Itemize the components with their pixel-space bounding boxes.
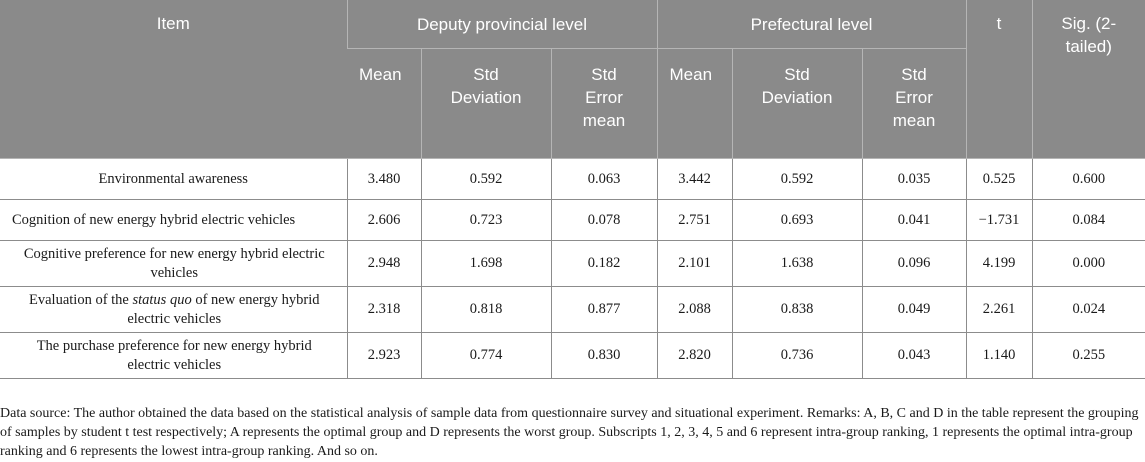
row-a-mean: 2.923 <box>347 333 421 379</box>
header-sig <box>1032 0 1145 159</box>
row-b-se: 0.043 <box>862 333 966 379</box>
row-t: 1.140 <box>966 333 1032 379</box>
header-a-std-dev-line2: Deviation <box>450 88 522 107</box>
row-a-mean: 2.948 <box>347 241 421 287</box>
table-row <box>0 159 1145 200</box>
header-a-std-err-line2: Error <box>585 88 623 107</box>
row-b-mean: 2.101 <box>657 241 732 287</box>
row-t: 4.199 <box>966 241 1032 287</box>
row-a-se: 0.830 <box>551 333 657 379</box>
row-b-se: 0.049 <box>862 287 966 333</box>
row-b-mean: 3.442 <box>657 159 732 200</box>
header-a-std-dev <box>421 49 551 159</box>
header-a-std-err <box>551 49 657 159</box>
row-b-sd: 0.592 <box>732 159 862 200</box>
row-item-line1: The purchase preference for new energy hybrid <box>36 337 312 354</box>
header-deputy-provincial <box>347 0 657 49</box>
row-sig: 0.600 <box>1032 159 1145 200</box>
row-b-sd: 0.736 <box>732 333 862 379</box>
row-item-line2: vehicles <box>150 264 198 281</box>
row-a-se: 0.182 <box>551 241 657 287</box>
row-a-se: 0.078 <box>551 200 657 241</box>
row-item-pre: Evaluation of the <box>29 291 133 308</box>
row-a-sd: 0.818 <box>421 287 551 333</box>
row-a-se: 0.877 <box>551 287 657 333</box>
row-item <box>0 333 347 379</box>
table-row <box>0 200 1145 241</box>
row-b-sd: 1.638 <box>732 241 862 287</box>
header-a-std-err-line3: mean <box>582 111 626 130</box>
header-b-std-dev-line1: Std <box>784 65 810 84</box>
header-b-std-dev <box>732 49 862 159</box>
row-item <box>0 287 347 333</box>
header-prefectural <box>657 0 966 49</box>
row-t: 2.261 <box>966 287 1032 333</box>
row-item-post: of new energy hybrid <box>191 291 320 308</box>
header-b-std-err-line2: Error <box>895 88 933 107</box>
header-b-mean-label: Mean <box>669 65 713 84</box>
row-item-line1: Cognitive preference for new energy hybrid electric <box>23 245 325 262</box>
row-a-sd: 0.774 <box>421 333 551 379</box>
row-b-mean: 2.088 <box>657 287 732 333</box>
row-b-se: 0.096 <box>862 241 966 287</box>
table-row <box>0 333 1145 379</box>
header-sig-line1: Sig. (2- <box>1061 14 1117 33</box>
row-item-line2: electric vehicles <box>127 310 222 327</box>
header-row-groups <box>0 0 1145 49</box>
header-item <box>0 0 347 159</box>
header-a-mean <box>347 49 421 159</box>
row-a-mean: 3.480 <box>347 159 421 200</box>
header-b-mean <box>657 49 732 159</box>
header-b-std-err <box>862 49 966 159</box>
header-a-mean-label: Mean <box>359 65 402 84</box>
header-item-label: Item <box>156 14 190 33</box>
row-sig: 0.000 <box>1032 241 1145 287</box>
header-b-std-err-line1: Std <box>901 65 927 84</box>
row-sig: 0.255 <box>1032 333 1145 379</box>
row-b-se: 0.035 <box>862 159 966 200</box>
row-item: Cognition of new energy hybrid electric vehicles <box>0 200 347 241</box>
table-row <box>0 287 1145 333</box>
header-prefectural-label: Prefectural level <box>750 14 873 34</box>
row-t: −1.731 <box>966 200 1032 241</box>
row-sig: 0.084 <box>1032 200 1145 241</box>
header-a-std-err-line1: Std <box>591 65 617 84</box>
row-item <box>0 241 347 287</box>
header-sig-line2: tailed) <box>1065 37 1112 56</box>
row-a-se: 0.063 <box>551 159 657 200</box>
row-sig: 0.024 <box>1032 287 1145 333</box>
row-item-line2: electric vehicles <box>127 356 222 373</box>
row-b-mean: 2.820 <box>657 333 732 379</box>
row-a-sd: 0.723 <box>421 200 551 241</box>
table-footnote: Data source: The author obtained the data based on the statistical analysis of sample data from questionnaire survey and situational experiment. Remarks: A, B, C and D in the table represent the grouping of samples by student t test respectively; A represents the optimal group and D represents the worst group. Subscripts 1, 2, 3, 4, 5 and 6 represent intra-group ranking, 1 represents the optimal intra-group ranking and 6 represents the lowest intra-group ranking. And so on. <box>0 406 1139 459</box>
header-b-std-dev-line2: Deviation <box>761 88 833 107</box>
row-a-sd: 0.592 <box>421 159 551 200</box>
table-row <box>0 241 1145 287</box>
row-item-emphasis: status quo <box>132 291 192 308</box>
header-t-label: t <box>996 14 1002 33</box>
header-a-std-dev-line1: Std <box>473 65 499 84</box>
row-b-mean: 2.751 <box>657 200 732 241</box>
header-deputy-provincial-label: Deputy provincial level <box>416 14 588 34</box>
row-a-mean: 2.606 <box>347 200 421 241</box>
row-a-sd: 1.698 <box>421 241 551 287</box>
header-b-std-err-line3: mean <box>892 111 936 130</box>
row-b-sd: 0.838 <box>732 287 862 333</box>
row-b-sd: 0.693 <box>732 200 862 241</box>
header-t <box>966 0 1032 159</box>
row-b-se: 0.041 <box>862 200 966 241</box>
row-t: 0.525 <box>966 159 1032 200</box>
row-item: Environmental awareness <box>0 159 347 200</box>
row-a-mean: 2.318 <box>347 287 421 333</box>
